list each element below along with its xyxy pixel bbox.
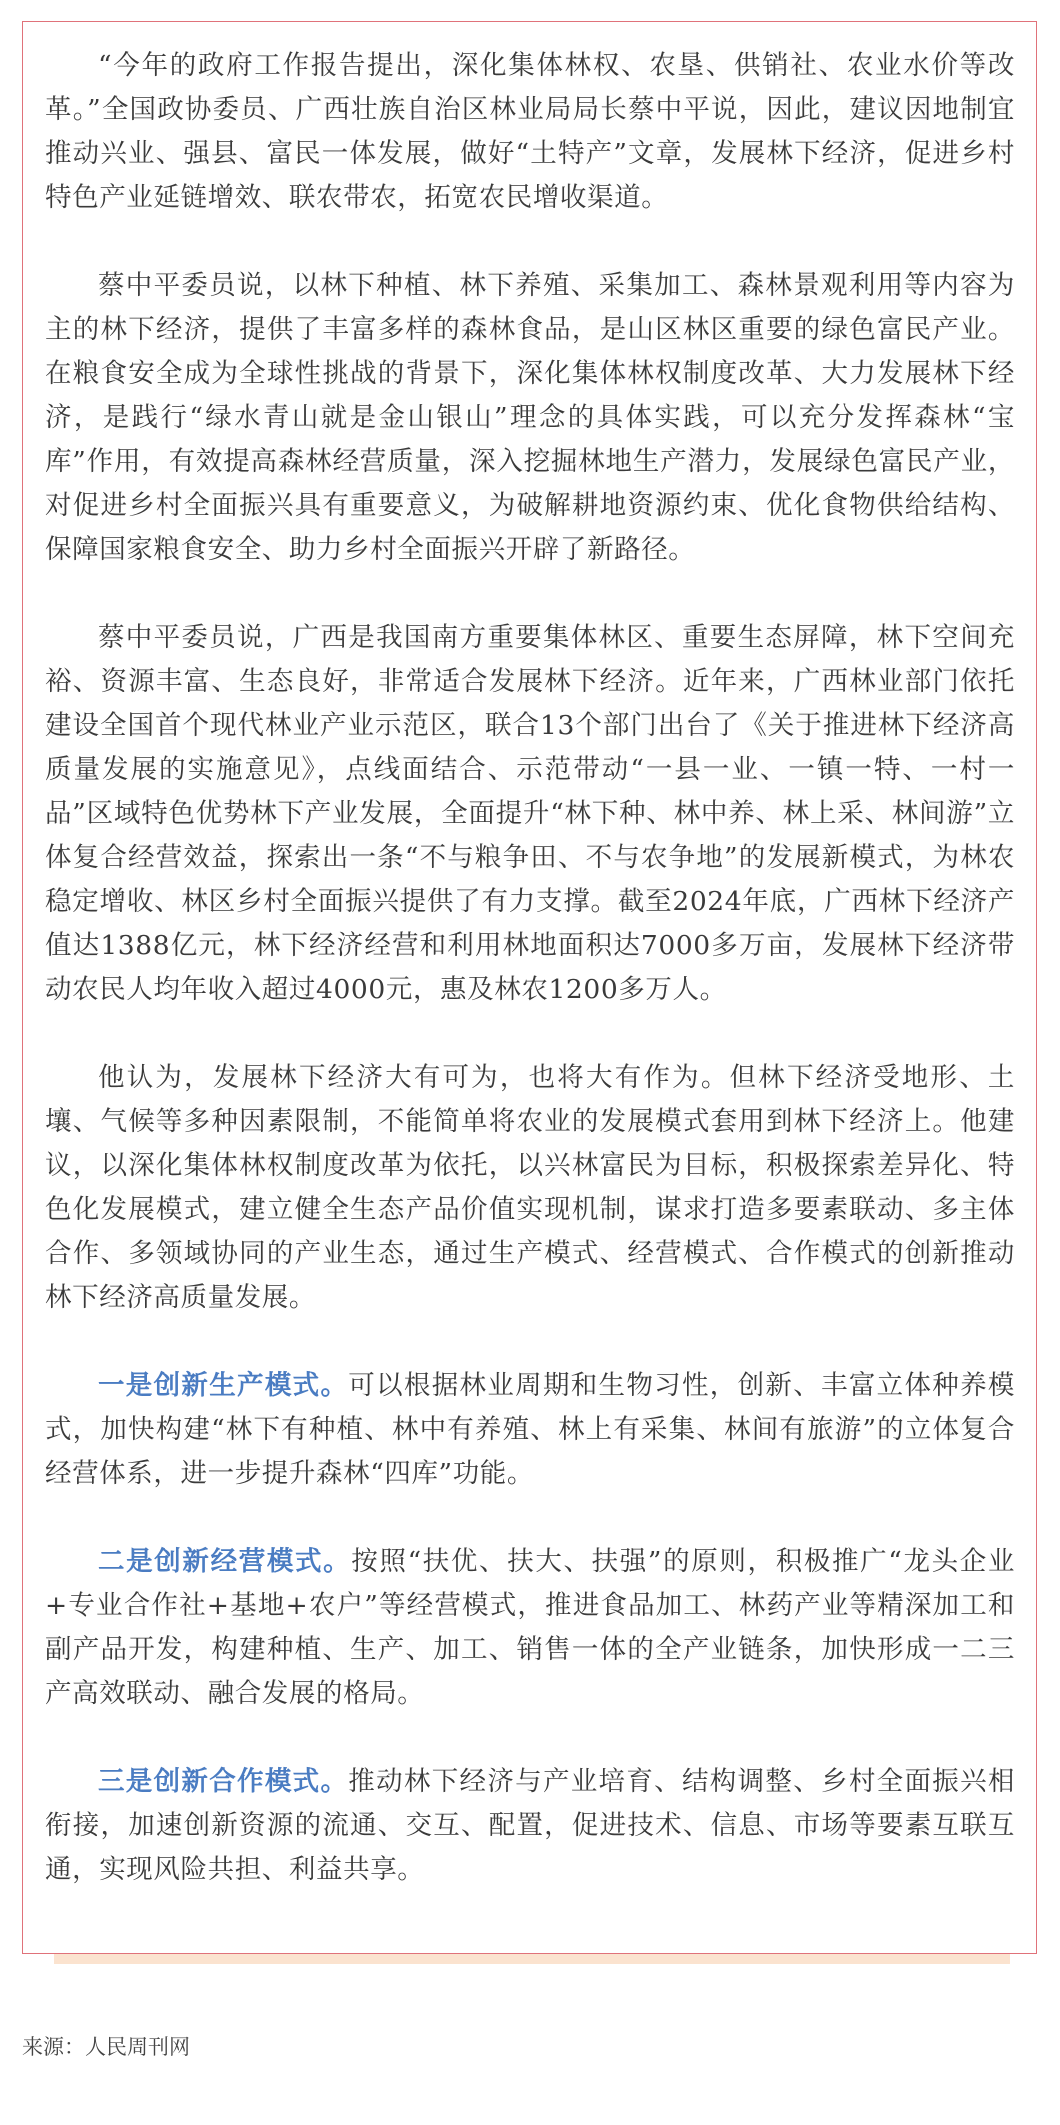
paragraph-lead: 二是创新经营模式。 [98,1546,352,1577]
article-body [45,44,1015,1892]
article-paragraph [45,44,1015,220]
article-paragraph [45,1540,1015,1716]
paragraph-lead: 三是创新合作模式。 [98,1766,349,1797]
paragraph-text: 蔡中平委员说，以林下种植、林下养殖、采集加工、森林景观利用等内容为主的林下经济，提供了丰富多样的森林食品，是山区林区重要的绿色富民产业。在粮食安全成为全球性挑战的背景下，深化集体林权制度改革、大力发展林下经济，是践行“绿水青山就是金山银山”理念的具体实践，可以充分发挥森林“宝库”作用，有效提高森林经营质量，深入挖掘林地生产潜力，发展绿色富民产业，对促进乡村全面振兴具有重要意义，为破解耕地资源约束、优化食物供给结构、保障国家粮食安全、助力乡村全面振兴开辟了新路径。 [45,270,1015,565]
paragraph-text: 可以根据林业周期和生物习性，创新、丰富立体种养模式，加快构建“林下有种植、林中有养殖、林上有采集、林间有旅游”的立体复合经营体系，进一步提升森林“四库”功能。 [45,1370,1015,1489]
paragraph-lead: 一是创新生产模式。 [98,1370,349,1401]
paragraph-text: 推动林下经济与产业培育、结构调整、乡村全面振兴相衔接，加速创新资源的流通、交互、配置，促进技术、信息、市场等要素互联互通，实现风险共担、利益共享。 [45,1766,1015,1885]
article-paragraph [45,1056,1015,1320]
paragraph-text: “今年的政府工作报告提出，深化集体林权、农垦、供销社、农业水价等改革。”全国政协委员、广西壮族自治区林业局局长蔡中平说，因此，建议因地制宜推动兴业、强县、富民一体发展，做好“土特产”文章，发展林下经济，促进乡村特色产业延链增效、联农带农，拓宽农民增收渠道。 [45,50,1015,213]
source-credit: 来源：人民周刊网 [22,2035,190,2059]
article-paragraph [45,1760,1015,1892]
article-frame-shadow [54,1954,1010,1964]
paragraph-text: 蔡中平委员说，广西是我国南方重要集体林区、重要生态屏障，林下空间充裕、资源丰富、生态良好，非常适合发展林下经济。近年来，广西林业部门依托建设全国首个现代林业产业示范区，联合13个部门出台了《关于推进林下经济高质量发展的实施意见》，点线面结合、示范带动“一县一业、一镇一特、一村一品”区域特色优势林下产业发展，全面提升“林下种、林中养、林上采、林间游”立体复合经营效益，探索出一条“不与粮争田、不与农争地”的发展新模式，为林农稳定增收、林区乡村全面振兴提供了有力支撑。截至2024年底，广西林下经济产值达1388亿元，林下经济经营和利用林地面积达7000多万亩，发展林下经济带动农民人均年收入超过4000元，惠及林农1200多万人。 [45,622,1015,1005]
article-paragraph [45,616,1015,1012]
paragraph-text: 按照“扶优、扶大、扶强”的原则，积极推广“龙头企业+专业合作社+基地+农户”等经营模式，推进食品加工、林药产业等精深加工和副产品开发，构建种植、生产、加工、销售一体的全产业链条，加快形成一二三产高效联动、融合发展的格局。 [45,1546,1015,1709]
article-paragraph [45,264,1015,572]
paragraph-text: 他认为，发展林下经济大有可为，也将大有作为。但林下经济受地形、土壤、气候等多种因素限制，不能简单将农业的发展模式套用到林下经济上。他建议，以深化集体林权制度改革为依托，以兴林富民为目标，积极探索差异化、特色化发展模式，建立健全生态产品价值实现机制，谋求打造多要素联动、多主体合作、多领域协同的产业生态，通过生产模式、经营模式、合作模式的创新推动林下经济高质量发展。 [45,1062,1015,1313]
article-paragraph [45,1364,1015,1496]
